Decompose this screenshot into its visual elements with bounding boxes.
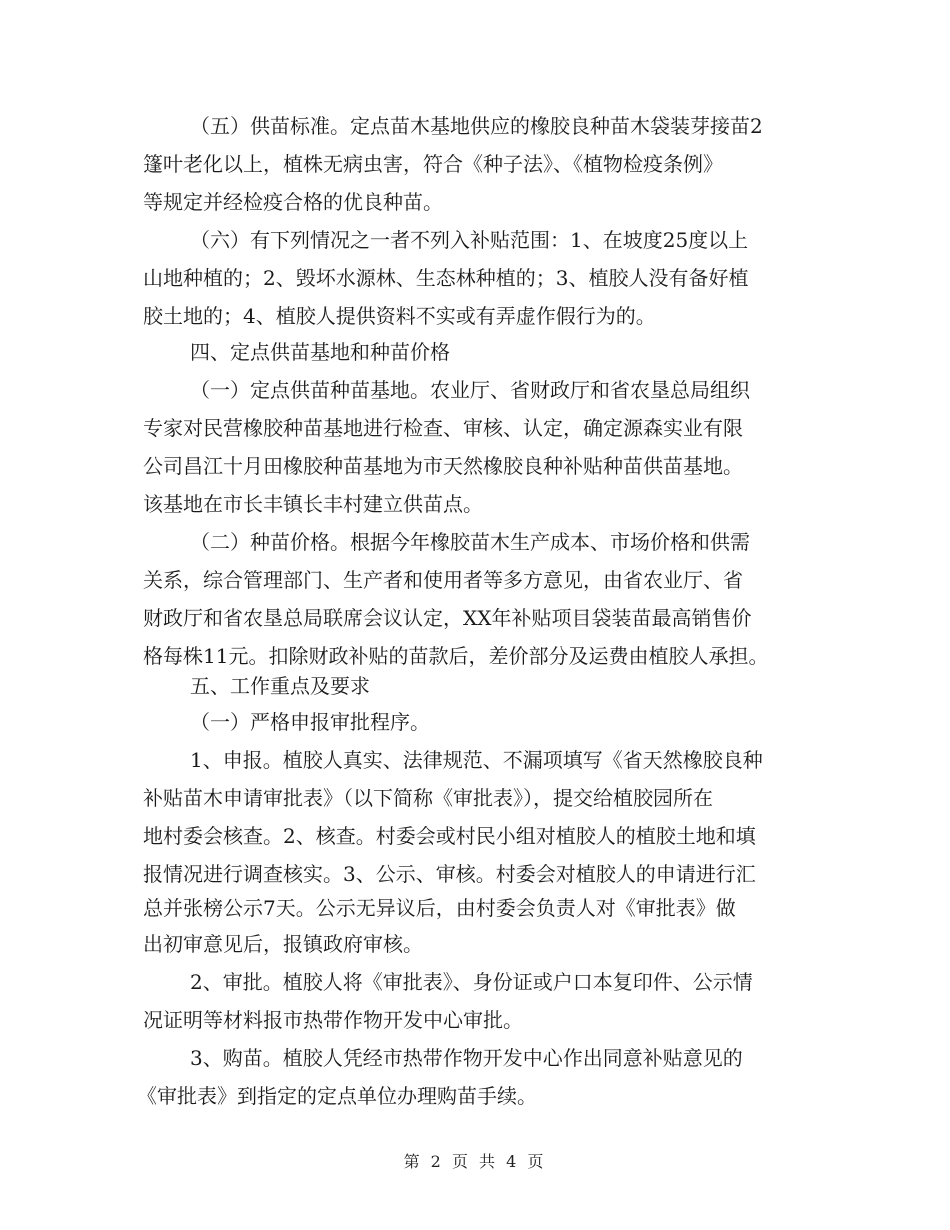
text-line bbox=[0, 371, 950, 409]
text-line bbox=[0, 297, 950, 335]
text-line bbox=[0, 703, 950, 741]
line-text: 2、审批。植胶人将《审批表》、身份证或户口本复印件、公示情 bbox=[190, 970, 753, 994]
line-text: 四、定点供苗基地和种苗价格 bbox=[190, 340, 450, 364]
line-text: 等规定并经检疫合格的优良种苗。 bbox=[143, 190, 443, 214]
line-text: 况证明等材料报市热带作物开发中心审批。 bbox=[143, 1008, 523, 1032]
text-line bbox=[0, 107, 950, 145]
line-text: 格每株11元。扣除财政补贴的苗款后，差价部分及运费由植胶人承担。 bbox=[143, 644, 769, 668]
line-text: （六）有下列情况之一者不列入补贴范围：1、在坡度25度以上 bbox=[190, 228, 749, 252]
line-text: 财政厅和省农垦总局联席会议认定，XX年补贴项目袋装苗最高销售价 bbox=[143, 606, 752, 630]
text-line bbox=[0, 889, 950, 927]
line-text: 公司昌江十月田橡胶种苗基地为市天然橡胶良种补贴种苗供苗基地。 bbox=[143, 454, 743, 478]
text-line bbox=[0, 1039, 950, 1077]
text-line bbox=[0, 561, 950, 599]
line-text: 出初审意见后，报镇政府审核。 bbox=[143, 932, 423, 956]
line-text: 篷叶老化以上，植株无病虫害，符合《种子法》、《植物检疫条例》 bbox=[143, 152, 723, 176]
line-text: 专家对民营橡胶种苗基地进行检查、审核、认定，确定源森实业有限 bbox=[143, 416, 743, 440]
line-text: 山地种植的；2、毁坏水源林、生态林种植的；3、植胶人没有备好植 bbox=[143, 266, 749, 290]
line-text: 3、购苗。植胶人凭经市热带作物开发中心作出同意补贴意见的 bbox=[190, 1046, 743, 1070]
line-text: 总并张榜公示7天。公示无异议后，由村委会负责人对《审批表》做 bbox=[143, 896, 736, 920]
text-line bbox=[0, 779, 950, 817]
line-text: 胶土地的；4、植胶人提供资料不实或有弄虚作假行为的。 bbox=[143, 304, 656, 328]
text-line bbox=[0, 259, 950, 297]
line-text: （二）种苗价格。根据今年橡胶苗木生产成本、市场价格和供需 bbox=[190, 530, 750, 554]
line-text: （五）供苗标准。定点苗木基地供应的橡胶良种苗木袋装芽接苗2 bbox=[190, 114, 763, 138]
line-text: 《审批表》到指定的定点单位办理购苗手续。 bbox=[137, 1084, 537, 1108]
line-text: （一）严格申报审批程序。 bbox=[190, 710, 430, 734]
line-text: 关系，综合管理部门、生产者和使用者等多方意见，由省农业厅、省 bbox=[143, 568, 743, 592]
line-text: 五、工作重点及要求 bbox=[190, 674, 370, 698]
text-line bbox=[0, 485, 950, 523]
line-text: 该基地在市长丰镇长丰村建立供苗点。 bbox=[143, 492, 483, 516]
line-text: 补贴苗木申请审批表》（以下简称《审批表》），提交给植胶园所在 bbox=[143, 786, 713, 810]
line-text: （一）定点供苗种苗基地。农业厅、省财政厅和省农垦总局组织 bbox=[190, 378, 750, 402]
text-line bbox=[0, 817, 950, 855]
text-line bbox=[0, 1077, 950, 1115]
text-line bbox=[0, 183, 950, 221]
text-line bbox=[0, 447, 950, 485]
text-line bbox=[0, 599, 950, 637]
text-line bbox=[0, 221, 950, 259]
page-number-footer: 第 2 页 共 4 页 bbox=[403, 1152, 547, 1171]
text-line bbox=[0, 145, 950, 183]
line-text: 报情况进行调查核实。3、公示、审核。村委会对植胶人的申请进行汇 bbox=[143, 862, 756, 886]
text-line bbox=[0, 1001, 950, 1039]
line-text: 1、申报。植胶人真实、法律规范、不漏项填写《省天然橡胶良种 bbox=[190, 748, 763, 772]
text-line bbox=[0, 963, 950, 1001]
text-line bbox=[0, 925, 950, 963]
text-line bbox=[0, 523, 950, 561]
section-heading bbox=[0, 667, 950, 705]
text-line bbox=[0, 855, 950, 893]
line-text: 地村委会核查。2、核查。村委会或村民小组对植胶人的植胶土地和填 bbox=[143, 824, 756, 848]
text-line bbox=[0, 741, 950, 779]
section-heading bbox=[0, 333, 950, 371]
text-line bbox=[0, 409, 950, 447]
